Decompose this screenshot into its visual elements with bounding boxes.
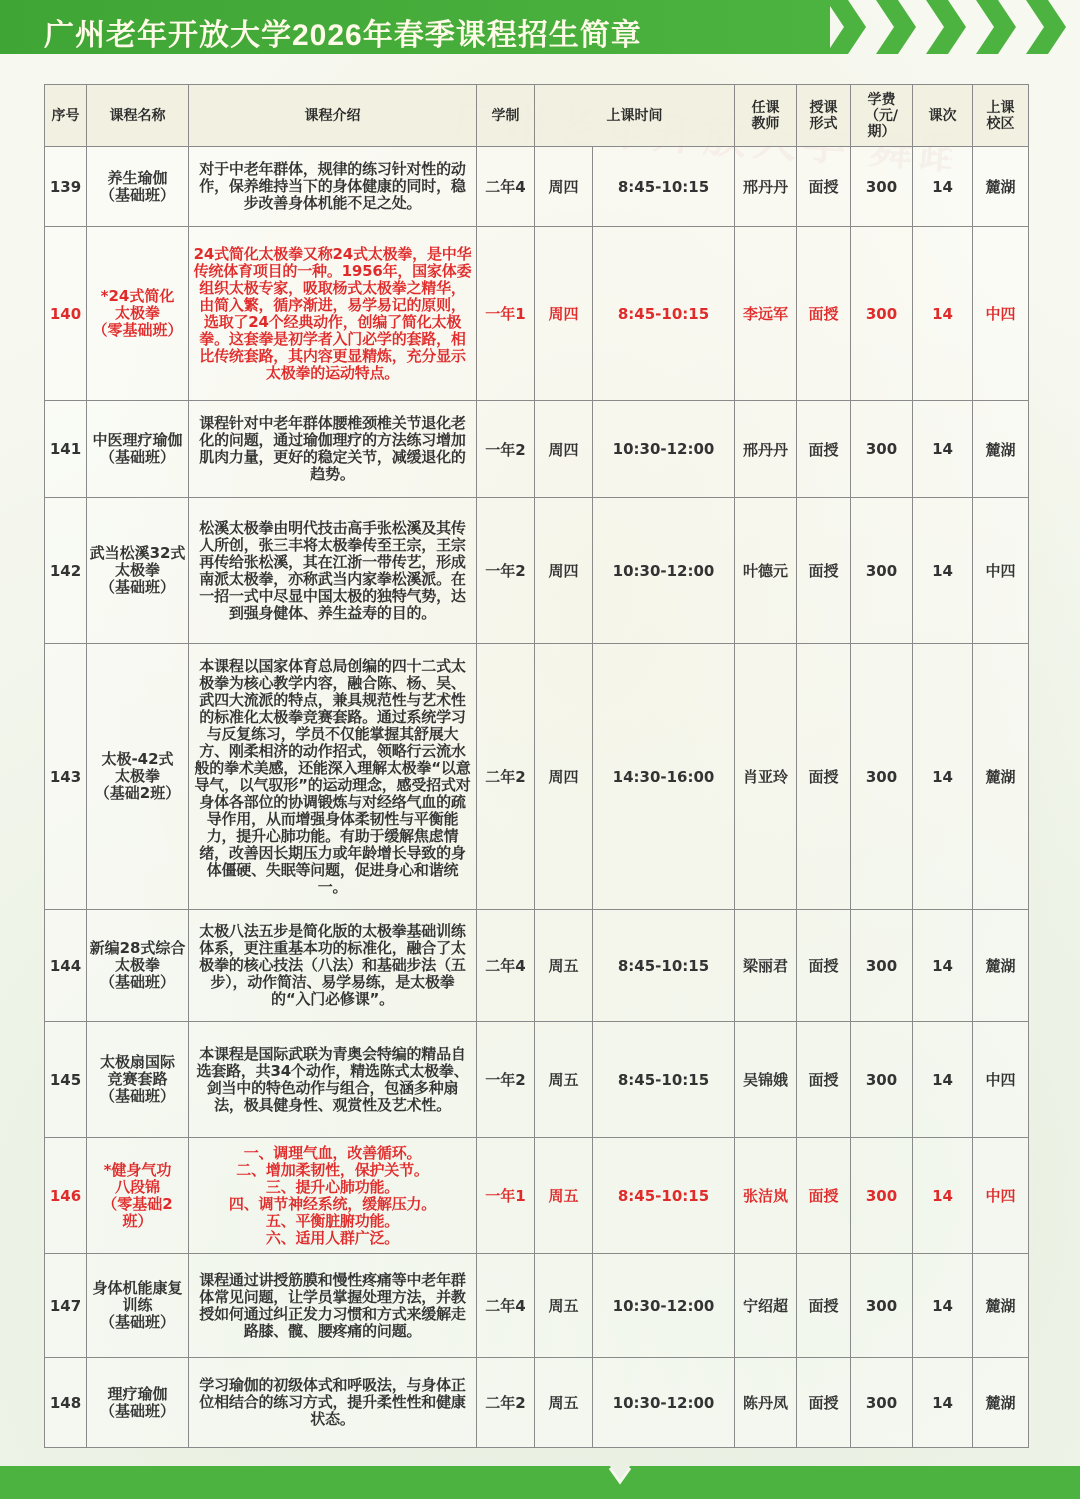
class-day: 周五 [535,1254,593,1358]
table-row [45,227,1029,401]
class-day: 周五 [535,1022,593,1138]
course-name [87,1138,189,1254]
session-count: 14 [913,401,973,498]
teaching-form: 面授 [797,1022,851,1138]
header-campus-line: 上课 [986,99,1015,116]
session-count: 14 [913,910,973,1022]
teacher-name: 肖亚玲 [735,644,797,910]
course-name [87,227,189,401]
class-time: 10:30-12:00 [593,1254,735,1358]
course-description: 本课程以国家体育总局创编的四十二式太极拳为核心教学内容，融合陈、杨、吴、武四大流派的特点，兼具规范性与艺术性的标准化太极拳竞赛套路。通过系统学习与反复练习，学员不仅能掌握其舒展大方、刚柔相济的动作招式，领略行云流水般的拳术美感，还能深入理解太极拳“以意导气，以气驭形”的运动理念，感受招式对身体各部位的协调锻炼与对经络气血的疏导作用，从而增强身体柔韧性与平衡能力，提升心肺功能。有助于缓解焦虑情绪，改善因长期压力或年龄增长导致的身体僵硬、失眠等问题，促进身心和谐统一。 [189,644,477,910]
course-term: 一年2 [477,498,535,644]
teaching-form: 面授 [797,498,851,644]
header-course-name: 课程名称 [87,85,189,147]
session-count: 14 [913,1022,973,1138]
chevron-stripe-icon [826,0,866,54]
row-index: 145 [45,1022,87,1138]
course-name-line: （基础班） [99,973,175,991]
tuition-fee: 300 [851,1358,913,1448]
course-name [87,401,189,498]
course-description: 24式简化太极拳又称24式太极拳，是中华传统体育项目的一种。1956年，国家体委组织太极专家，吸取杨式太极拳之精华，由简入繁，循序渐进，易学易记的原则，选取了24个经典动作，创编了简化太极拳。这套拳是初学者入门必学的套路，相比传统套路，其内容更显精炼，充分显示太极拳的运动特点。 [189,227,477,401]
course-description: 太极八法五步是简化版的太极拳基础训练体系，更注重基本功的标准化，融合了太极拳的核心技法（八法）和基础步法（五步），动作简洁、易学易练，是太极拳的“入门必修课”。 [189,910,477,1022]
course-term: 二年2 [477,1358,535,1448]
header-teacher-line: 教师 [751,115,780,132]
course-description [189,1138,477,1254]
tuition-fee: 300 [851,401,913,498]
course-description-line: 一、调理气血，改善循环。 [243,1143,422,1162]
table-row [45,498,1029,644]
footer-band [0,1466,1080,1499]
course-description-line: 四、调节神经系统，缓解压力。 [228,1194,437,1213]
table-row [45,1358,1029,1448]
class-time: 8:45-10:15 [593,227,735,401]
course-description: 松溪太极拳由明代技击高手张松溪及其传人所创，张三丰将太极拳传至王宗，王宗再传给张松溪，其在江浙一带传艺，形成南派太极拳，亦称武当内家拳松溪派。在一招一式中尽显中国太极的独特气势，达到强身健体、养生益寿的目的。 [189,498,477,644]
session-count: 14 [913,227,973,401]
header-term: 学制 [477,85,535,147]
course-name-line: 太极-42式 [101,750,174,768]
course-name-line: *健身气功 [103,1160,172,1179]
header-count: 课次 [913,85,973,147]
teaching-form: 面授 [797,1358,851,1448]
header-class-time: 上课时间 [535,85,735,147]
footer-bar-left [0,1466,610,1499]
course-description: 课程针对中老年群体腰椎颈椎关节退化老化的问题，通过瑜伽理疗的方法练习增加肌肉力量，更好的稳定关节，减缓退化的趋势。 [189,401,477,498]
course-term: 二年4 [477,1254,535,1358]
tuition-fee: 300 [851,1138,913,1254]
header-fee [851,85,913,147]
course-description: 对于中老年群体，规律的练习针对性的动作，保养维持当下的身体健康的同时，稳步改善身体机能不足之处。 [189,147,477,227]
page-title: 广州老年开放大学2026年春季课程招生简章 [44,19,642,52]
course-name-line: （基础班） [99,578,175,596]
tuition-fee: 300 [851,1022,913,1138]
course-name-line: 身体机能康复 [92,1279,183,1297]
course-description-line: 六、适用人群广泛。 [265,1228,400,1247]
course-name [87,1022,189,1138]
class-day: 周四 [535,401,593,498]
session-count: 14 [913,644,973,910]
class-day: 周五 [535,1358,593,1448]
header-fee-line: 期） [867,123,896,140]
course-name-line: 太极拳 [114,767,160,785]
course-description: 本课程是国际武联为青奥会特编的精品自选套路，共34个动作，精选陈式太极拳、剑当中的特色动作与组合，包涵多种扇法，极具健身性、观赏性及艺术性。 [189,1022,477,1138]
chevron-stripe-icon [926,0,966,54]
class-day: 周四 [535,147,593,227]
course-name [87,1358,189,1448]
header-description: 课程介绍 [189,85,477,147]
class-day: 周四 [535,498,593,644]
teaching-form: 面授 [797,1254,851,1358]
course-name-line: （基础班） [99,1313,175,1331]
course-description: 课程通过讲授筋膜和慢性疼痛等中老年群体常见问题，让学员掌握处理方法，并教授如何通过纠正发力习惯和方式来缓解走路膝、髋、腰疼痛的问题。 [189,1254,477,1358]
row-index: 142 [45,498,87,644]
session-count: 14 [913,1358,973,1448]
teaching-form: 面授 [797,227,851,401]
course-name-line: （零基础2 [102,1194,173,1213]
course-name-line: 太极拳 [114,304,160,322]
teacher-name: 宁绍超 [735,1254,797,1358]
teacher-name: 张洁岚 [735,1138,797,1254]
class-time: 10:30-12:00 [593,1358,735,1448]
course-name-line: （基础班） [99,185,175,204]
row-index: 148 [45,1358,87,1448]
course-description-line: 二、增加柔韧性，保护关节。 [236,1160,429,1179]
course-name-line: 太极拳 [114,561,160,579]
row-index: 143 [45,644,87,910]
course-term: 二年4 [477,910,535,1022]
course-name [87,498,189,644]
header-form-line: 形式 [809,115,838,132]
course-name-line: 理疗瑜伽 [107,1384,168,1403]
course-term: 一年1 [477,1138,535,1254]
class-day: 周四 [535,227,593,401]
table-row [45,910,1029,1022]
teacher-name: 邢丹丹 [735,401,797,498]
course-name-line: 中医理疗瑜伽 [92,431,183,449]
course-term: 二年4 [477,147,535,227]
tuition-fee: 300 [851,1254,913,1358]
course-name-line: 竞赛套路 [107,1070,168,1088]
course-term: 一年2 [477,401,535,498]
teaching-form: 面授 [797,644,851,910]
course-term: 二年2 [477,644,535,910]
row-index: 140 [45,227,87,401]
course-name [87,1254,189,1358]
campus-name: 麓湖 [973,1254,1029,1358]
course-name-line: 新编28式综合 [89,939,186,957]
course-name-line: （基础班） [99,1087,175,1105]
campus-name: 麓湖 [973,910,1029,1022]
course-name-line: 太极拳 [114,956,160,974]
course-name-line: （基础班） [99,448,175,466]
class-time: 8:45-10:15 [593,1022,735,1138]
teaching-form: 面授 [797,910,851,1022]
teaching-form: 面授 [797,401,851,498]
campus-name: 中四 [973,227,1029,401]
teacher-name: 吴锦娥 [735,1022,797,1138]
header-form [797,85,851,147]
teacher-name: 叶德元 [735,498,797,644]
class-time: 8:45-10:15 [593,147,735,227]
class-time: 8:45-10:15 [593,1138,735,1254]
course-name-line: 班） [122,1211,153,1230]
course-name [87,644,189,910]
row-index: 147 [45,1254,87,1358]
table-row [45,1254,1029,1358]
header-teacher-line: 任课 [751,99,780,116]
course-description-line: 三、提升心肺功能。 [265,1177,400,1196]
session-count: 14 [913,498,973,644]
campus-name: 麓湖 [973,147,1029,227]
row-index: 141 [45,401,87,498]
campus-name: 中四 [973,1022,1029,1138]
table-row [45,644,1029,910]
campus-name: 麓湖 [973,401,1029,498]
class-day: 周五 [535,910,593,1022]
course-name-line: （零基础班） [92,321,183,339]
chevron-stripe-icon [976,0,1016,54]
course-name-line: 训练 [122,1296,153,1314]
header-teacher [735,85,797,147]
class-time: 8:45-10:15 [593,910,735,1022]
table-row [45,401,1029,498]
table-row [45,1022,1029,1138]
class-time: 10:30-12:00 [593,498,735,644]
teaching-form: 面授 [797,147,851,227]
header-index: 序号 [45,85,87,147]
tuition-fee: 300 [851,498,913,644]
course-term: 一年2 [477,1022,535,1138]
table-row [45,1138,1029,1254]
chevron-stripe-icon [876,0,916,54]
teacher-name: 陈丹凤 [735,1358,797,1448]
tuition-fee: 300 [851,147,913,227]
course-name-line: （基础2班） [94,784,181,802]
row-index: 139 [45,147,87,227]
header-fee-line: 学费 [867,91,896,108]
footer-bar-right [630,1466,1080,1499]
course-name-line: 八段锦 [114,1177,160,1196]
row-index: 144 [45,910,87,1022]
course-table-body [45,147,1029,1448]
course-name-line: *24式简化 [100,287,175,305]
campus-name: 麓湖 [973,1358,1029,1448]
session-count: 14 [913,147,973,227]
course-name [87,910,189,1022]
campus-name: 中四 [973,498,1029,644]
header-fee-line: （元/ [864,107,899,124]
course-table [44,84,1029,1448]
course-name-line: （基础班） [99,1401,175,1420]
header-campus [973,85,1029,147]
session-count: 14 [913,1254,973,1358]
course-term: 一年1 [477,227,535,401]
tuition-fee: 300 [851,644,913,910]
session-count: 14 [913,1138,973,1254]
course-name-line: 武当松溪32式 [89,544,186,562]
teaching-form: 面授 [797,1138,851,1254]
course-description: 学习瑜伽的初级体式和呼吸法，与身体正位相结合的练习方式，提升柔性性和健康状态。 [189,1358,477,1448]
row-index: 146 [45,1138,87,1254]
campus-name: 中四 [973,1138,1029,1254]
course-name [87,147,189,227]
class-day: 周四 [535,644,593,910]
course-name-line: 养生瑜伽 [107,168,168,187]
chevron-stripe-icon [1026,0,1066,54]
course-description-line: 五、平衡脏腑功能。 [265,1211,400,1230]
header-form-line: 授课 [809,99,838,116]
teacher-name: 邢丹丹 [735,147,797,227]
header-banner [0,0,1080,54]
teacher-name: 李远军 [735,227,797,401]
class-day: 周五 [535,1138,593,1254]
watermark-text: 舞蹈团 [867,123,955,184]
teacher-name: 梁丽君 [735,910,797,1022]
tuition-fee: 300 [851,910,913,1022]
table-row [45,147,1029,227]
table-header-row [45,85,1029,147]
footer-notch-icon [598,1466,642,1499]
header-campus-line: 校区 [986,115,1015,132]
course-name-line: 太极扇国际 [99,1053,175,1071]
tuition-fee: 300 [851,227,913,401]
campus-name: 麓湖 [973,644,1029,910]
class-time: 14:30-16:00 [593,644,735,910]
class-time: 10:30-12:00 [593,401,735,498]
